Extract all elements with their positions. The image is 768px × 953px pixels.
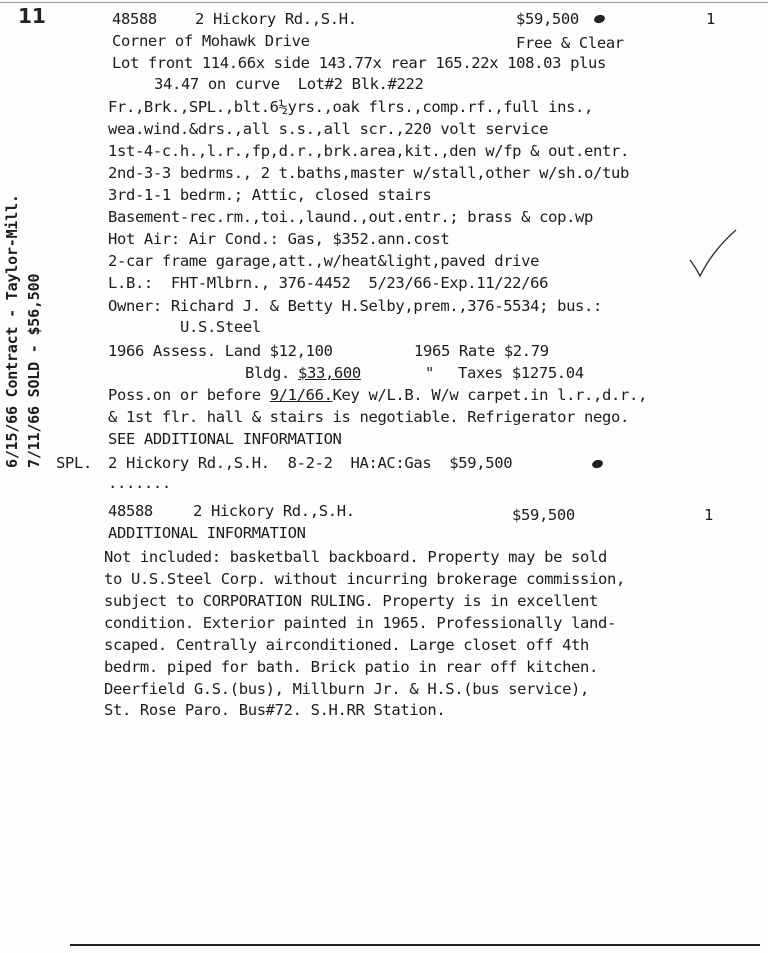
listing-line: Lot front 114.66x side 143.77x rear 165.22x 108.03 plus	[112, 54, 606, 72]
additional-address: 2 Hickory Rd.,S.H.	[193, 502, 355, 520]
check-mark-icon	[688, 228, 738, 280]
additional-page: 1	[704, 506, 713, 524]
listing-line: & 1st flr. hall & stairs is negotiable. Refrigerator nego.	[108, 408, 629, 426]
side-note-sold: 7/11/66 SOLD - $56,500	[25, 273, 43, 468]
listing-line: 2-car frame garage,att.,w/heat&light,paved drive	[108, 252, 540, 270]
bottom-edge-line	[70, 944, 760, 946]
ink-blot-icon	[593, 14, 606, 25]
listing-line: Corner of Mohawk Drive	[112, 32, 310, 50]
poss-date: 9/1/66.	[269, 386, 333, 404]
assess-land: 1966 Assess. Land $12,100	[108, 342, 333, 360]
rate: 1965 Rate $2.79	[414, 342, 549, 360]
spl-label: SPL.	[56, 454, 92, 472]
additional-line: condition. Exterior painted in 1965. Professionally land-	[104, 614, 616, 632]
listing-line: 3rd-1-1 bedrm.; Attic, closed stairs	[108, 186, 432, 204]
dots-line: .......	[108, 474, 171, 492]
additional-number: 48588	[108, 502, 153, 520]
poss-rest: Key w/L.B. W/w carpet.in l.r.,d.r.,	[332, 386, 647, 404]
listing-line: Fr.,Brk.,SPL.,blt.6½yrs.,oak flrs.,comp.rf.,full ins.,	[108, 98, 594, 116]
additional-line: bedrm. piped for bath. Brick patio in rear off kitchen.	[104, 658, 598, 676]
bldg-label: Bldg.	[245, 364, 290, 382]
listing-line: Hot Air: Air Cond.: Gas, $352.ann.cost	[108, 230, 450, 248]
listing-price: $59,500	[516, 10, 579, 28]
listing-line: Basement-rec.rm.,toi.,laund.,out.entr.; brass & cop.wp	[108, 208, 594, 226]
additional-line: Not included: basketball backboard. Property may be sold	[104, 548, 607, 566]
listing-number: 48588	[112, 10, 157, 28]
additional-line: St. Rose Paro. Bus#72. S.H.RR Station.	[104, 701, 446, 719]
additional-line: Deerfield G.S.(bus), Millburn Jr. & H.S.(bus service),	[104, 680, 590, 698]
additional-title: ADDITIONAL INFORMATION	[108, 524, 306, 542]
handwritten-mark: 11	[18, 4, 46, 28]
ink-blot-icon	[591, 459, 604, 470]
listing-line: wea.wind.&drs.,all s.s.,all scr.,220 volt service	[108, 120, 549, 138]
additional-price: $59,500	[512, 506, 575, 524]
listing-line	[108, 386, 647, 404]
see-additional: SEE ADDITIONAL INFORMATION	[108, 430, 342, 448]
free-clear: Free & Clear	[516, 34, 624, 52]
listing-address: 2 Hickory Rd.,S.H.	[195, 10, 357, 28]
ditto-mark: "	[425, 364, 434, 382]
page-number: 1	[706, 10, 715, 28]
taxes: Taxes $1275.04	[458, 364, 584, 382]
top-edge-line	[0, 2, 768, 3]
listing-line: L.B.: FHT-Mlbrn., 376-4452 5/23/66-Exp.11/22/66	[108, 274, 549, 292]
poss-label: Poss.on or before	[108, 386, 270, 404]
summary-line: 2 Hickory Rd.,S.H. 8-2-2 HA:AC:Gas $59,500	[108, 454, 513, 472]
additional-line: subject to CORPORATION RULING. Property is in excellent	[104, 592, 598, 610]
additional-line: to U.S.Steel Corp. without incurring brokerage commission,	[104, 570, 625, 588]
listing-line: 1st-4-c.h.,l.r.,fp,d.r.,brk.area,kit.,den w/fp & out.entr.	[108, 142, 629, 160]
listing-line: U.S.Steel	[180, 318, 261, 336]
listing-line: 2nd-3-3 bedrms., 2 t.baths,master w/stall,other w/sh.o/tub	[108, 164, 629, 182]
side-note-contract: 6/15/66 Contract - Taylor-Mill.	[3, 194, 21, 468]
listing-line: 34.47 on curve Lot#2 Blk.#222	[154, 75, 424, 93]
additional-line: scaped. Centrally airconditioned. Large closet off 4th	[104, 636, 590, 654]
bldg-value: $33,600	[298, 364, 361, 382]
listing-line: Owner: Richard J. & Betty H.Selby,prem.,376-5534; bus.:	[108, 297, 602, 315]
